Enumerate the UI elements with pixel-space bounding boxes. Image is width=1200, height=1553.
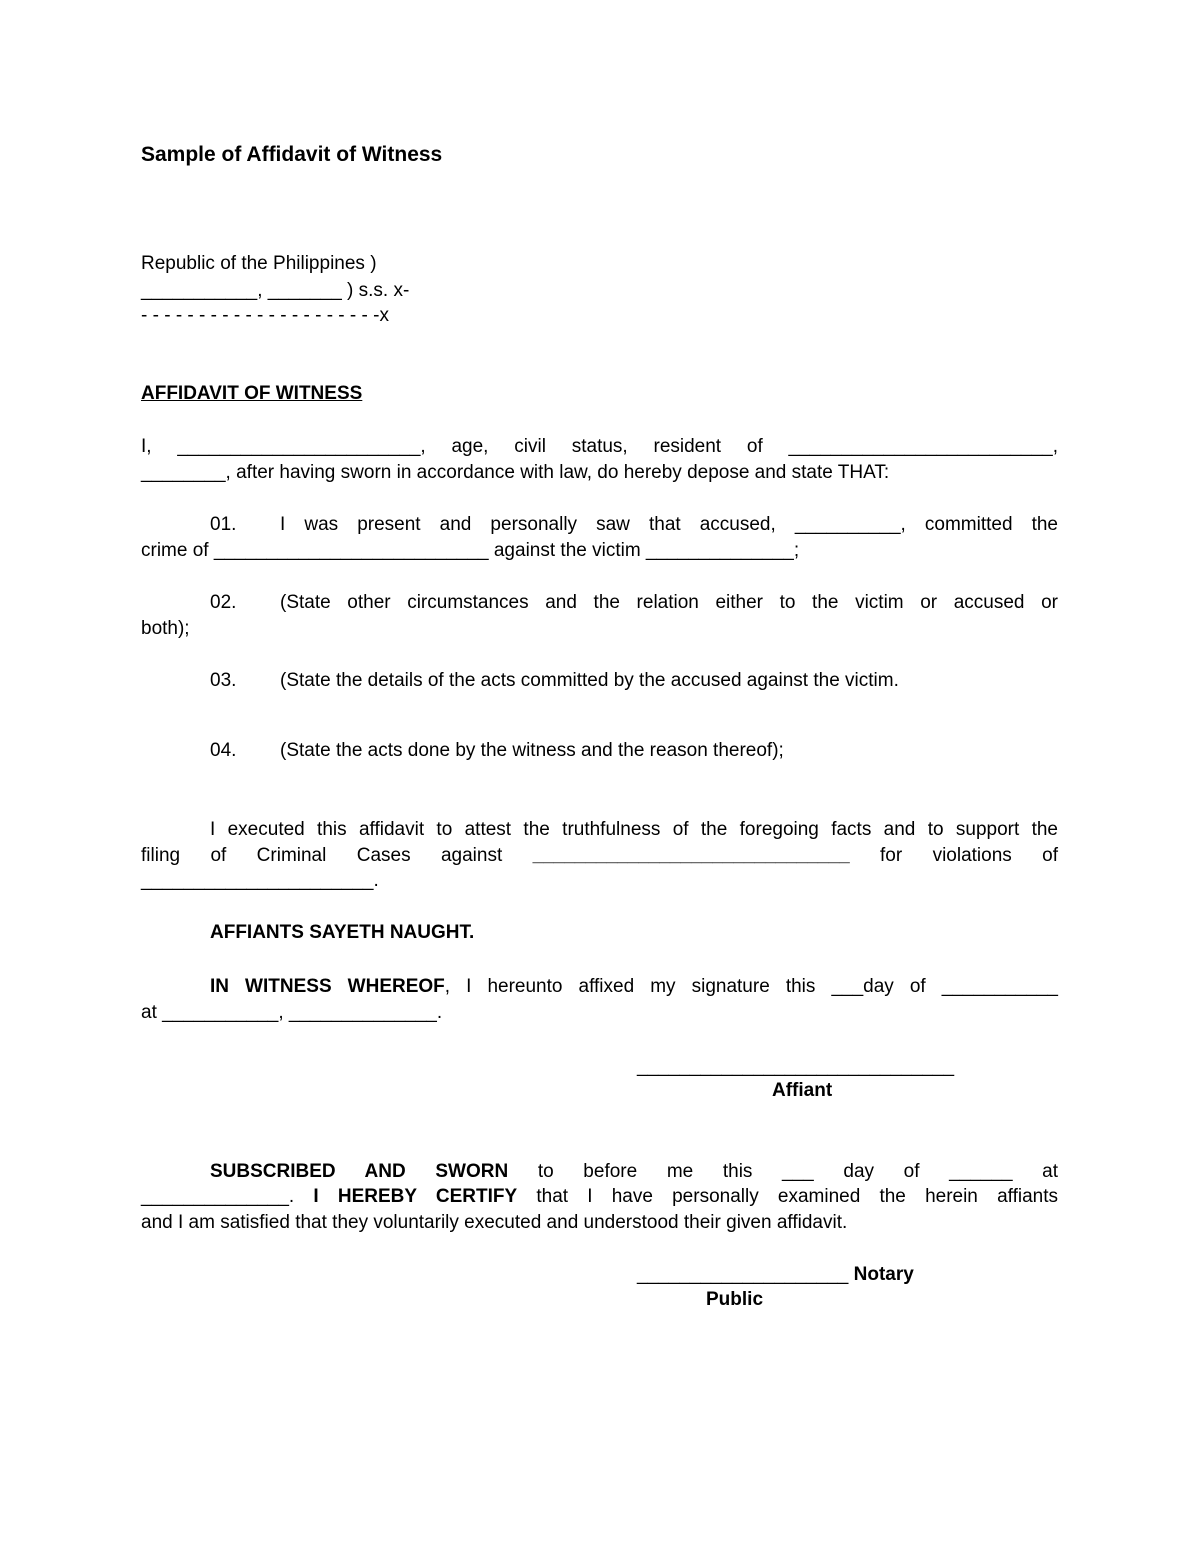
intro-line-1: I, _______________________, age, civil status, resident of _________________________, [141,436,1058,457]
venue-line-1: Republic of the Philippines ) [141,253,377,274]
subscribed-line-2: ______________. I HEREBY CERTIFY that I have personally examined the herein affiants [141,1186,1058,1207]
notary-signature-line: ____________________ Notary [637,1264,914,1285]
item-01-number: 01. [210,514,237,535]
execution-line-3: ______________________. [141,870,379,891]
item-03-line-1: 03. (State the details of the acts committed by the accused against the victim. [141,668,1058,694]
witness-line-1: IN WITNESS WHEREOF, I hereunto affixed my signature this ___day of ___________ [210,976,1058,997]
affiants-sayeth-naught: AFFIANTS SAYETH NAUGHT. [210,922,475,943]
subscribed-line-1: SUBSCRIBED AND SWORN to before me this ___ day of ______ at [210,1161,1059,1182]
execution-line-2: filing of Criminal Cases against ______________________________ for violations of [141,845,1059,866]
affiant-label: Affiant [772,1080,833,1101]
affiant-signature-line: ______________________________ [637,1056,955,1077]
public-label: Public [706,1289,764,1310]
notary-label: Notary [853,1264,914,1285]
subscribed-line-3: and I am satisfied that they voluntarily executed and understood their given affidavit. [141,1212,848,1233]
accused-blank: ______________________________ [532,845,850,866]
item-01-line-1: 01. I was present and personally saw that accused, __________, committed the [141,512,1058,538]
item-02-number: 02. [210,592,237,613]
witness-line-2: at ___________, ______________. [141,1002,443,1023]
affidavit-heading: AFFIDAVIT OF WITNESS [141,383,363,404]
execution-line-1: I executed this affidavit to attest the truthfulness of the foregoing facts and to support the [210,819,1058,840]
item-04-number: 04. [210,740,237,761]
item-01-line-2: crime of __________________________ against the victim ______________; [141,540,800,561]
venue-line-2: ___________, _______ ) s.s. x- [141,280,410,301]
intro-line-2: ________, after having sworn in accordance with law, do hereby depose and state THAT: [141,462,890,483]
document-title: Sample of Affidavit of Witness [141,143,443,166]
item-02-line-1: 02. (State other circumstances and the relation either to the victim or accused or [141,590,1058,616]
item-02-line-2: both); [141,618,190,639]
venue-line-3: - - - - - - - - - - - - - - - - - - - - -x [141,305,389,326]
item-03-number: 03. [210,670,237,691]
item-04-line-1: 04. (State the acts done by the witness and the reason thereof); [141,738,1058,764]
